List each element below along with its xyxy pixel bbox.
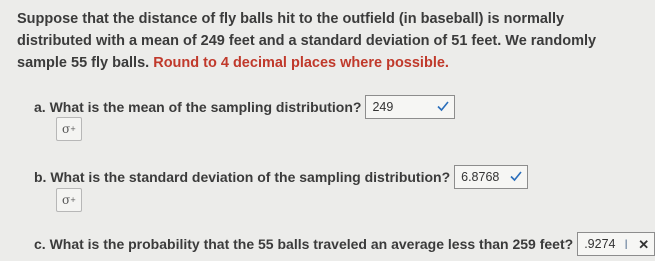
question-c [34,232,655,256]
check-icon [509,169,523,183]
question-a-label: a. What is the mean of the sampling distribution? [34,99,362,115]
check-icon [436,99,450,113]
answer-a-input[interactable] [365,95,455,119]
answer-b-value: 6.8768 [461,170,500,184]
question-b [34,165,528,189]
question-c-label: c. What is the probability that the 55 balls traveled an average less than 259 feet? [34,236,574,252]
question-a [34,95,455,119]
answer-c-value: .9274 [584,237,616,251]
problem-text: Suppose that the distance of fly balls hit to the outfield (in baseball) is normally distributed with a mean of 249 feet and a standard deviation of 51 feet. We randomly sample 55 fly balls. [17,11,597,71]
x-icon: ✕ [638,237,650,252]
answer-b-input[interactable] [454,165,528,189]
problem-statement [17,8,627,74]
sigma-icon[interactable]: σ + [56,117,82,141]
question-b-label: b. What is the standard deviation of the sampling distribution? [34,169,451,185]
answer-a-value: 249 [372,100,394,114]
answer-c-input[interactable] [577,232,655,256]
sigma-icon[interactable]: σ + [56,188,82,212]
round-instruction: Round to 4 decimal places where possible. [153,55,449,71]
text-cursor-icon: I [624,236,629,252]
